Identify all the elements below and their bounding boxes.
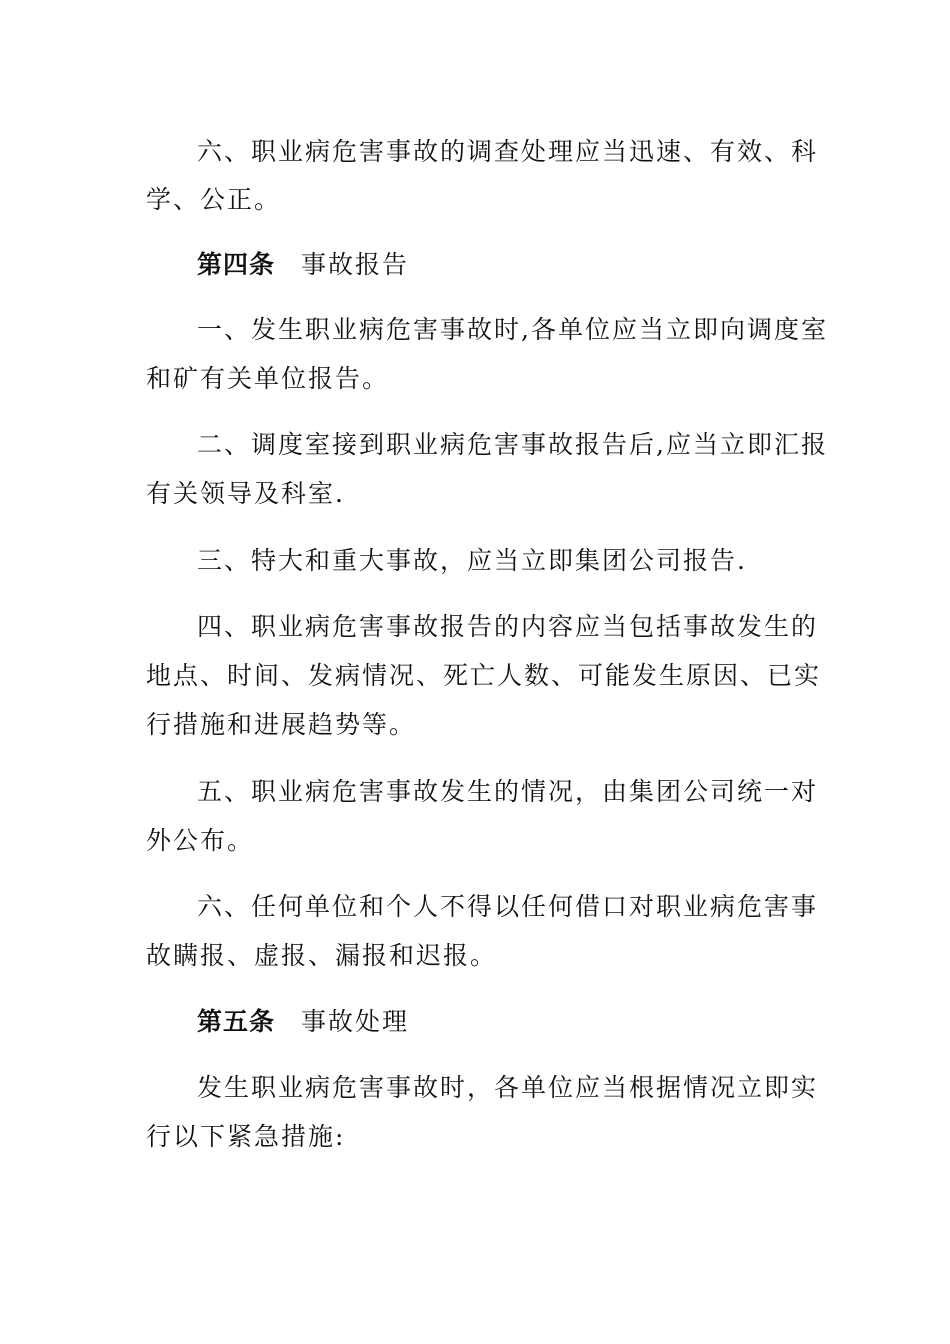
paragraph-line: 一、发生职业病危害事故时,各单位应当立即向调度室 [197,315,828,344]
paragraph-line: 外公布。 [146,826,255,855]
paragraph-line: 六、职业病危害事故的调查处理应当迅速、有效、科 [197,137,819,166]
paragraph-line: 故瞒报、虚报、漏报和迟报。 [146,941,498,970]
paragraph-line: 地点、时间、发病情况、死亡人数、可能发生原因、已实 [146,661,822,690]
article-number: 第五条 [197,1007,276,1036]
paragraph-line: 行以下紧急措施: [146,1122,346,1151]
article-heading-5 [197,1005,409,1039]
paragraph-line: 发生职业病危害事故时，各单位应当根据情况立即实 [197,1073,819,1102]
article-title: 事故报告 [301,250,410,279]
paragraph-line: 行措施和进展趋势等。 [146,710,417,739]
article-heading-4 [197,248,409,282]
article-number: 第四条 [197,250,276,279]
paragraph-line: 学、公正。 [146,185,282,214]
paragraph-line: 三、特大和重大事故，应当立即集团公司报告. [197,546,747,575]
paragraph-line: 有关领导及科室. [146,479,345,508]
paragraph-line: 五、职业病危害事故发生的情况，由集团公司统一对 [197,777,819,806]
article-title: 事故处理 [301,1007,410,1036]
paragraph-line: 和矿有关单位报告。 [146,364,390,393]
paragraph-line: 四、职业病危害事故报告的内容应当包括事故发生的 [197,612,819,641]
paragraph-line: 六、任何单位和个人不得以任何借口对职业病危害事 [197,892,819,921]
paragraph-line: 二、调度室接到职业病危害事故报告后,应当立即汇报 [197,430,828,459]
